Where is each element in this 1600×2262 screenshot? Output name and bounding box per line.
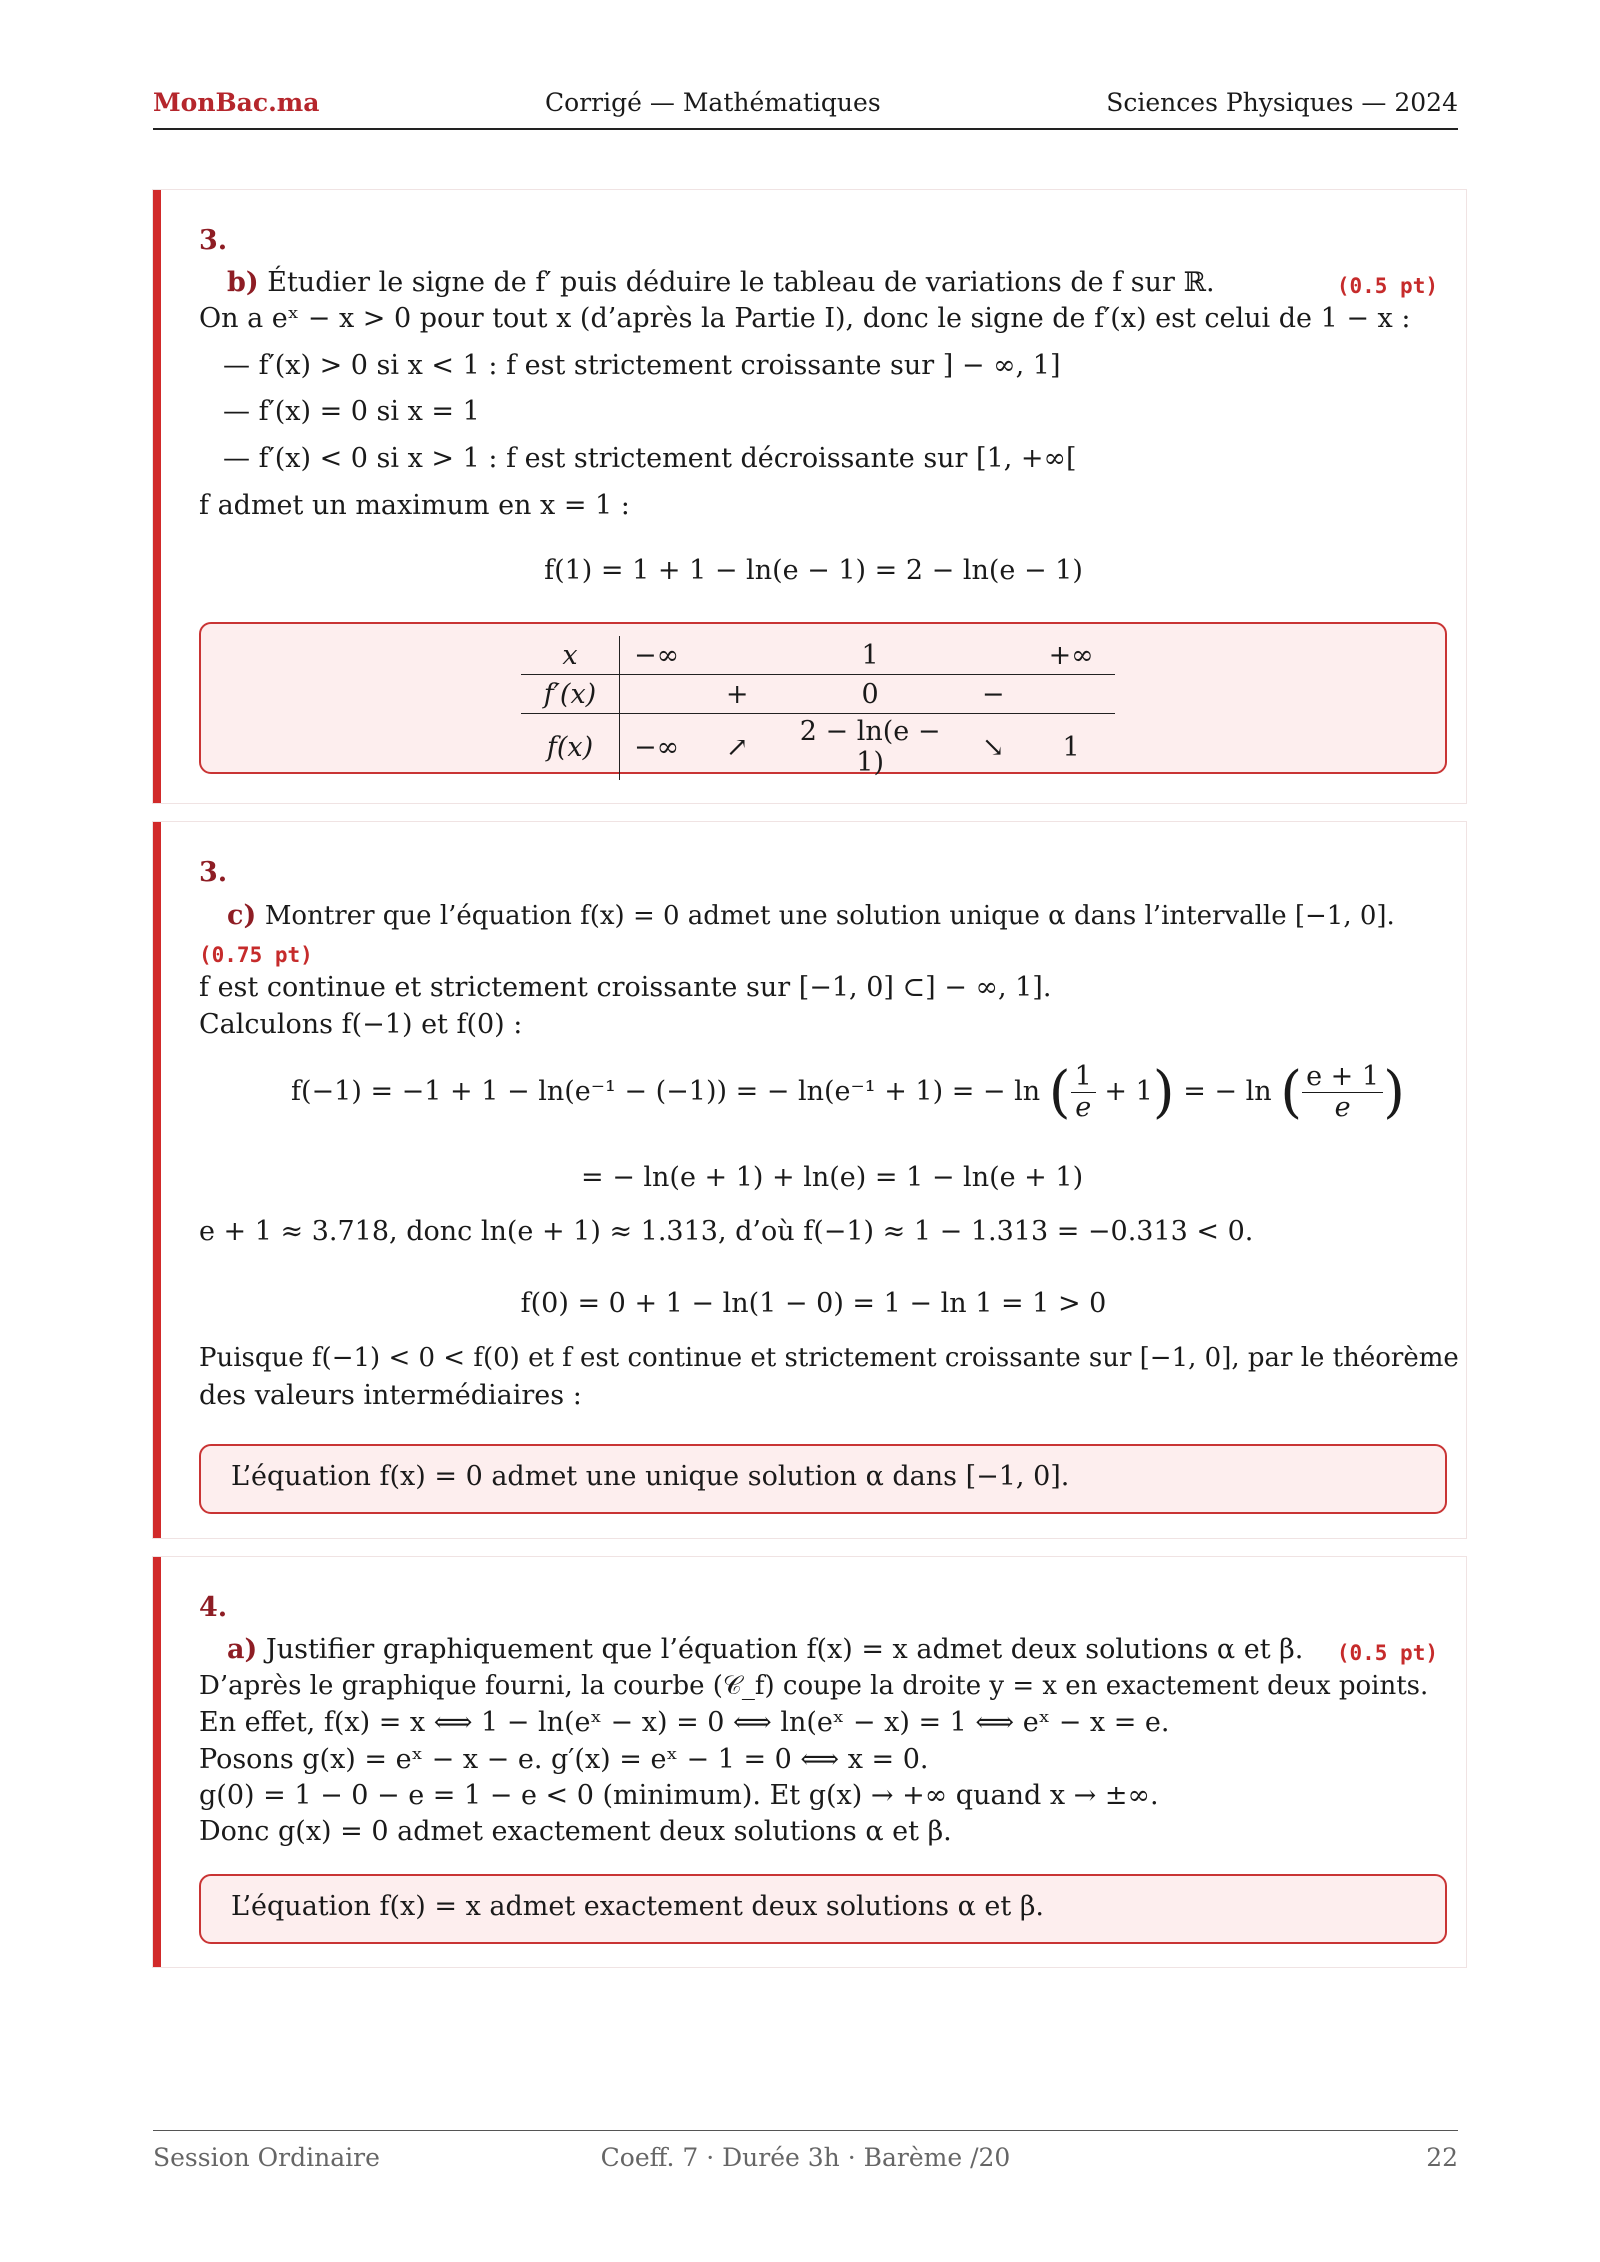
conclusion-box [199, 1444, 1447, 1514]
variation-table [521, 636, 1115, 780]
table-cell [1027, 675, 1115, 714]
question-title-text: Justifier graphiquement que l’équation f(x) = x admet deux solutions α et β. [265, 1634, 1304, 1665]
question-title-text: Étudier le signe de f′ puis déduire le tableau de variations de f sur ℝ. [267, 267, 1215, 298]
text-line: Donc g(x) = 0 admet exactement deux solutions α et β. [199, 1816, 952, 1847]
paren: ) [1152, 1060, 1175, 1125]
question-number: 3. [199, 857, 228, 888]
equation-line: = − ln(e + 1) + ln(e) = 1 − ln(e + 1) [581, 1162, 1084, 1193]
fraction-numerator: 1 [1071, 1062, 1096, 1093]
text-line: Puisque f(−1) < 0 < f(0) et f est continue et strictement croissante sur [−1, 0], par le théorème [199, 1343, 1459, 1373]
conclusion-text: L’équation f(x) = x admet exactement deux solutions α et β. [231, 1891, 1045, 1922]
text-line: e + 1 ≈ 3.718, donc ln(e + 1) ≈ 1.313, d’où f(−1) ≈ 1 − 1.313 = −0.313 < 0. [199, 1216, 1254, 1247]
table-cell: f(x) [521, 714, 620, 781]
text-line: f est continue et strictement croissante sur [−1, 0] ⊂] − ∞, 1]. [199, 972, 1052, 1003]
max-equation: f(1) = 1 + 1 − ln(e − 1) = 2 − ln(e − 1) [544, 555, 1083, 586]
subquestion-label: b) [227, 267, 259, 298]
question-number: 3. [199, 225, 228, 256]
text-line: D’après le graphique fourni, la courbe (𝒞_f) coupe la droite y = x en exactement deux points. [199, 1671, 1429, 1701]
question-card-4a [153, 1557, 1466, 1967]
table-cell: 1 [1062, 731, 1080, 763]
text-line: g(0) = 1 − 0 − e = 1 − e < 0 (minimum). Et g(x) → +∞ quand x → ±∞. [199, 1780, 1159, 1811]
table-cell: 0 [861, 678, 879, 710]
question-title-text: Montrer que l’équation f(x) = 0 admet une solution unique α dans l’intervalle [−1, 0]. [264, 901, 1395, 931]
table-row [521, 675, 1115, 714]
footer-session: Session Ordinaire [153, 2143, 380, 2172]
subquestion-label: a) [227, 1634, 258, 1665]
question-title [227, 900, 1395, 931]
table-cell: +∞ [1048, 639, 1094, 671]
table-cell [620, 675, 694, 714]
page-header [153, 88, 1458, 130]
fraction-denominator: e [1075, 1092, 1092, 1123]
table-cell: −∞ [634, 731, 680, 763]
brand-logo-text[interactable]: MonBac.ma [153, 88, 320, 117]
text-line: Calculons f(−1) et f(0) : [199, 1009, 523, 1040]
intro-text: On a eˣ − x > 0 pour tout x (d’après la Partie I), donc le signe de f′(x) est celui de 1 − x : [199, 303, 1411, 334]
conclusion-text: L’équation f(x) = 0 admet une unique solution α dans [−1, 0]. [231, 1461, 1070, 1492]
page-footer [153, 2130, 1458, 2172]
list-item: — f′(x) < 0 si x > 1 : f est strictement décroissante sur [1, +∞[ [223, 443, 1077, 474]
text-line: En effet, f(x) = x ⟺ 1 − ln(eˣ − x) = 0 ⟺ ln(eˣ − x) = 1 ⟺ eˣ − x = e. [199, 1707, 1170, 1738]
paren: ( [1048, 1060, 1071, 1125]
paren: ) [1383, 1060, 1405, 1125]
header-series: Sciences Physiques — 2024 [1106, 88, 1458, 117]
table-cell: 2 − ln(e − 1) [799, 716, 941, 778]
equation-part: + 1 [1104, 1076, 1153, 1107]
table-cell: − [981, 678, 1005, 710]
arrow-down-icon: ↘ [981, 731, 1005, 763]
paren: ( [1280, 1060, 1303, 1125]
fraction-numerator: e + 1 [1302, 1062, 1383, 1093]
subquestion-label: c) [227, 900, 257, 931]
text-line: des valeurs intermédiaires : [199, 1380, 582, 1411]
equation-part: = − ln [1183, 1076, 1272, 1107]
table-cell: + [725, 678, 749, 710]
fraction-denominator: e [1334, 1092, 1351, 1123]
points-badge: (0.5 pt) [1336, 274, 1438, 298]
table-cell: 1 [861, 639, 879, 671]
list-item: — f′(x) = 0 si x = 1 [223, 396, 480, 427]
arrow-up-icon: ↗ [725, 731, 749, 763]
list-item: — f′(x) > 0 si x < 1 : f est strictement croissante sur ] − ∞, 1] [223, 350, 1061, 381]
table-cell [693, 636, 781, 675]
variation-table-box [199, 622, 1447, 778]
page-number: 22 [1426, 2143, 1458, 2172]
points-badge: (0.75 pt) [199, 943, 313, 967]
table-row [521, 714, 1115, 781]
max-text: f admet un maximum en x = 1 : [199, 490, 630, 521]
equation-part: f(−1) = −1 + 1 − ln(e⁻¹ − (−1)) = − ln(e⁻¹ + 1) = − ln [291, 1076, 1041, 1107]
question-card-3b [153, 190, 1466, 803]
fraction [1302, 1062, 1383, 1122]
equation-f-0: f(0) = 0 + 1 − ln(1 − 0) = 1 − ln 1 = 1 > 0 [520, 1288, 1107, 1319]
question-card-3c [153, 822, 1466, 1538]
fraction [1071, 1062, 1096, 1122]
points-badge: (0.5 pt) [1336, 1641, 1438, 1665]
question-title [227, 267, 1215, 298]
question-number: 4. [199, 1592, 228, 1623]
equation-f-minus-1 [291, 1060, 1405, 1125]
text-line: Posons g(x) = eˣ − x − e. g′(x) = eˣ − 1 = 0 ⟺ x = 0. [199, 1744, 929, 1775]
header-subject: Corrigé — Mathématiques [545, 88, 881, 117]
table-cell: x [521, 636, 620, 675]
conclusion-box [199, 1874, 1447, 1944]
table-cell: −∞ [634, 639, 680, 671]
table-cell: f′(x) [521, 675, 620, 714]
footer-info: Coeff. 7 · Durée 3h · Barème /20 [600, 2143, 1011, 2172]
table-cell [959, 636, 1027, 675]
question-title [227, 1634, 1303, 1665]
table-row [521, 636, 1115, 675]
